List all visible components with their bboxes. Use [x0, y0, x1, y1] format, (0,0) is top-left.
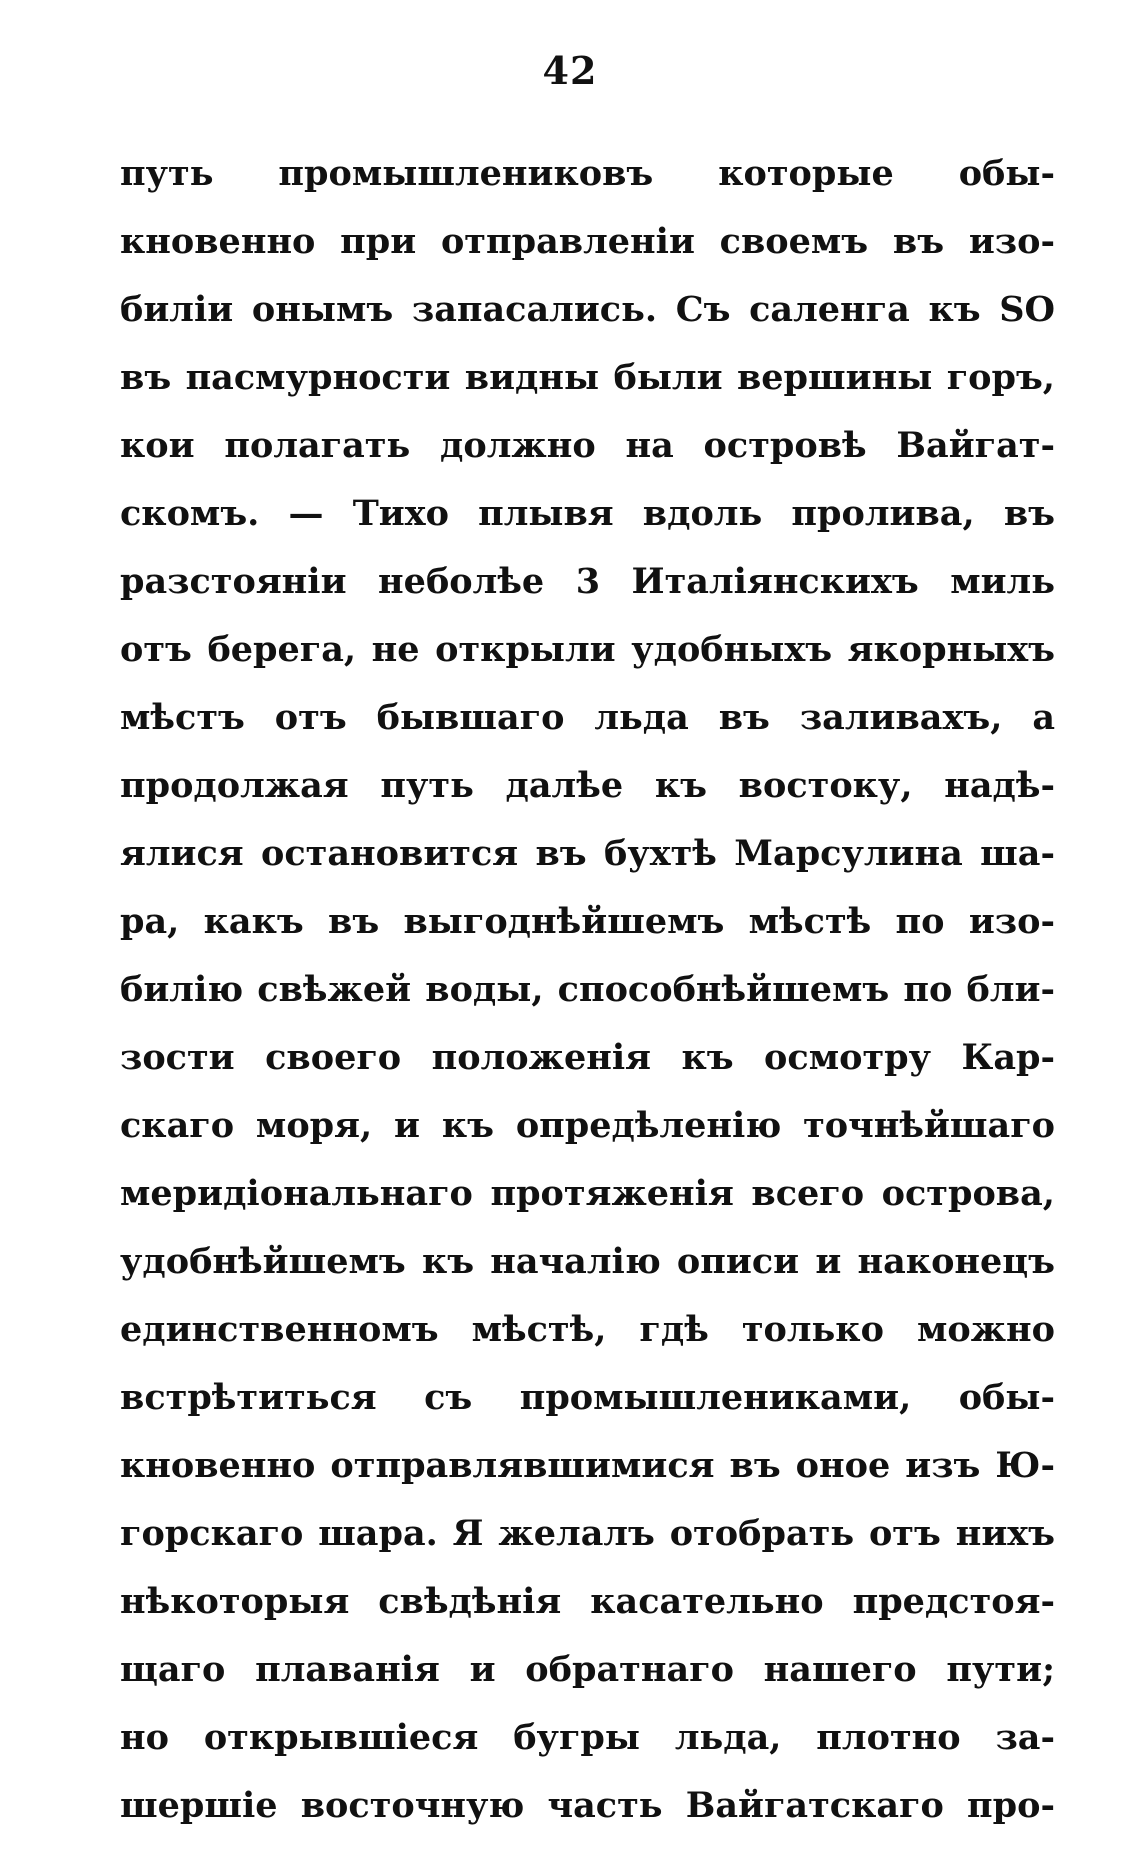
text-line: удобнѣйшемъ къ началію описи и наконецъ: [120, 1241, 1055, 1282]
text-line: билію свѣжей воды, способнѣйшемъ по бли-: [120, 969, 1055, 1010]
text-line: ра, какъ въ выгоднѣйшемъ мѣстѣ по изо-: [120, 901, 1055, 942]
text-line: кновенно отправлявшимися въ оное изъ Ю-: [120, 1445, 1055, 1486]
page-number: 42: [542, 48, 598, 93]
text-line: биліи онымъ запасались. Съ саленга къ SO: [120, 289, 1055, 330]
text-line: зости своего положенія къ осмотру Кар-: [120, 1037, 1055, 1078]
text-line: шершіе восточную часть Вайгатскаго про-: [120, 1785, 1055, 1826]
text-line: кновенно при отправленіи своемъ въ изо-: [120, 221, 1055, 262]
text-line: горскаго шара. Я желалъ отобрать отъ нихъ: [120, 1513, 1055, 1554]
text-line: кои полагать должно на островѣ Вайгат-: [120, 425, 1055, 466]
text-line: нѣкоторыя свѣдѣнія касательно предстоя-: [120, 1581, 1055, 1622]
text-line: щаго плаванія и обратнаго нашего пути;: [120, 1649, 1055, 1690]
text-line: скомъ. — Тихо плывя вдоль пролива, въ: [120, 493, 1055, 534]
text-line: ялися остановится въ бухтѣ Марсулина ша-: [120, 833, 1055, 874]
text-line: разстояніи неболѣе 3 Италіянскихъ миль: [120, 561, 1055, 602]
text-line: скаго моря, и къ опредѣленію точнѣйшаго: [120, 1105, 1055, 1146]
text-line: путь промышлениковъ которые обы-: [120, 153, 1055, 194]
text-line: въ пасмурности видны были вершины горъ,: [120, 357, 1055, 398]
text-line: продолжая путь далѣе къ востоку, надѣ-: [120, 765, 1055, 806]
text-line: меридіональнаго протяженія всего острова,: [120, 1173, 1055, 1214]
text-line: но открывшіеся бугры льда, плотно за-: [120, 1717, 1055, 1758]
text-line: мѣстъ отъ бывшаго льда въ заливахъ, а: [120, 697, 1055, 738]
text-line: встрѣтиться съ промышлениками, обы-: [120, 1377, 1055, 1418]
text-body: [120, 140, 1055, 1840]
text-line: единственномъ мѣстѣ, гдѣ только можно: [120, 1309, 1055, 1350]
text-line: отъ берега, не открыли удобныхъ якорныхъ: [120, 629, 1055, 670]
